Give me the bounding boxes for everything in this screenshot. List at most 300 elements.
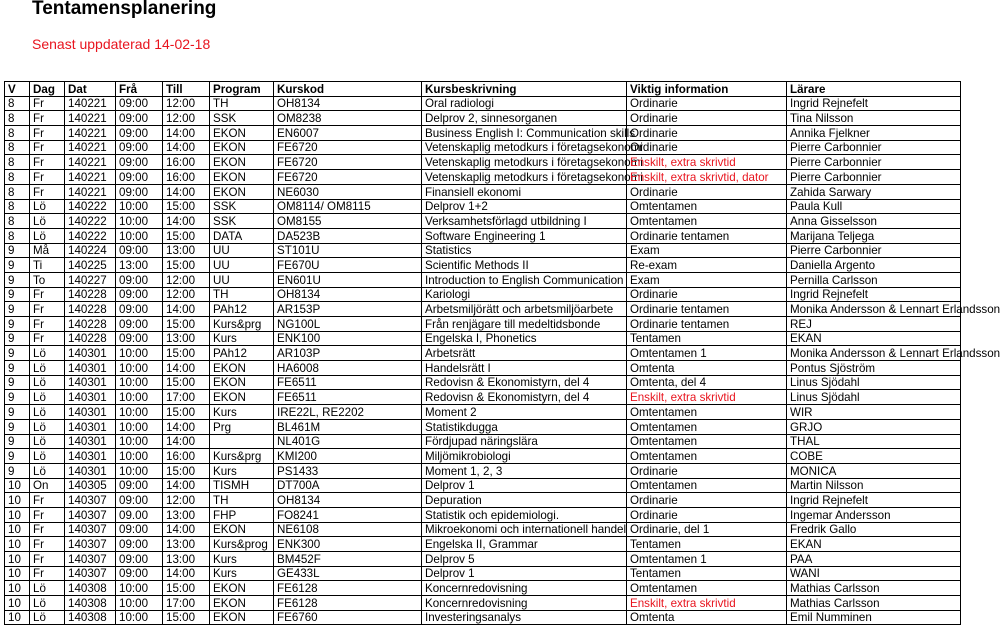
cell-from: 09:00 — [116, 331, 163, 346]
cell-teacher: Emil Numminen — [787, 610, 961, 625]
table-row — [5, 170, 961, 185]
cell-course-description: Delprov 2, sinnesorganen — [422, 111, 627, 126]
cell-from: 09:00 — [116, 126, 163, 141]
table-row — [5, 390, 961, 405]
cell-teacher: Paula Kull — [787, 199, 961, 214]
cell-to: 15:00 — [163, 581, 210, 596]
table-row — [5, 478, 961, 493]
cell-day: Lö — [30, 361, 65, 376]
cell-to: 15:00 — [163, 317, 210, 332]
cell-day: Fr — [30, 184, 65, 199]
column-header-to: Till — [163, 82, 210, 97]
cell-important-info: Enskilt, extra skrivtid — [627, 155, 787, 170]
cell-date: 140301 — [65, 390, 116, 405]
cell-to: 14:00 — [163, 184, 210, 199]
column-header-program: Program — [210, 82, 274, 97]
cell-week: 8 — [5, 140, 30, 155]
cell-program: EKON — [210, 610, 274, 625]
cell-week: 10 — [5, 581, 30, 596]
cell-program: EKON — [210, 126, 274, 141]
cell-program: TH — [210, 287, 274, 302]
cell-from: 10:00 — [116, 434, 163, 449]
cell-to: 16:00 — [163, 449, 210, 464]
cell-program: EKON — [210, 184, 274, 199]
cell-course-description: Moment 1, 2, 3 — [422, 463, 627, 478]
cell-day: Lö — [30, 463, 65, 478]
cell-course-description: Software Engineering 1 — [422, 228, 627, 243]
column-header-important-info: Viktig information — [627, 82, 787, 97]
cell-to: 13:00 — [163, 331, 210, 346]
table-row — [5, 228, 961, 243]
cell-from: 13:00 — [116, 258, 163, 273]
table-row — [5, 537, 961, 552]
cell-to: 15:00 — [163, 405, 210, 420]
cell-course-code: OM8238 — [274, 111, 422, 126]
cell-day: Fr — [30, 287, 65, 302]
table-row — [5, 361, 961, 376]
cell-program: EKON — [210, 170, 274, 185]
cell-day: Lö — [30, 434, 65, 449]
cell-course-code: FE6511 — [274, 390, 422, 405]
cell-date: 140225 — [65, 258, 116, 273]
cell-day: Fr — [30, 302, 65, 317]
cell-program: EKON — [210, 375, 274, 390]
cell-program: EKON — [210, 361, 274, 376]
cell-week: 8 — [5, 199, 30, 214]
cell-to: 13:00 — [163, 243, 210, 258]
cell-program: PAh12 — [210, 302, 274, 317]
cell-program: TISMH — [210, 478, 274, 493]
cell-important-info: Ordinarie, del 1 — [627, 522, 787, 537]
cell-teacher: THAL — [787, 434, 961, 449]
cell-program: Kurs&prog — [210, 537, 274, 552]
cell-date: 140228 — [65, 331, 116, 346]
cell-teacher: WIR — [787, 405, 961, 420]
cell-to: 14:00 — [163, 434, 210, 449]
cell-teacher: MONICA — [787, 463, 961, 478]
cell-day: Lö — [30, 214, 65, 229]
cell-from: 09:00 — [116, 302, 163, 317]
cell-week: 10 — [5, 552, 30, 567]
table-row — [5, 566, 961, 581]
cell-day: Fr — [30, 331, 65, 346]
cell-from: 10:00 — [116, 375, 163, 390]
column-header-week: V — [5, 82, 30, 97]
cell-program — [210, 434, 274, 449]
cell-course-description: Arbetsmiljörätt och arbetsmiljöarbete — [422, 302, 627, 317]
cell-course-description: Kariologi — [422, 287, 627, 302]
table-row — [5, 463, 961, 478]
cell-from: 09:00 — [116, 537, 163, 552]
cell-important-info: Ordinarie — [627, 184, 787, 199]
cell-course-code: NG100L — [274, 317, 422, 332]
cell-date: 140222 — [65, 199, 116, 214]
cell-course-code: FE6511 — [274, 375, 422, 390]
cell-day: Lö — [30, 419, 65, 434]
cell-week: 8 — [5, 228, 30, 243]
table-row — [5, 155, 961, 170]
cell-important-info: Ordinarie — [627, 126, 787, 141]
cell-from: 09:00 — [116, 155, 163, 170]
cell-teacher: Pierre Carbonnier — [787, 170, 961, 185]
cell-important-info: Omtenta — [627, 610, 787, 625]
cell-course-description: Redovisn & Ekonomistyrn, del 4 — [422, 375, 627, 390]
cell-program: UU — [210, 272, 274, 287]
cell-day: Fr — [30, 493, 65, 508]
cell-teacher: Monika Andersson & Lennart Erlandsson — [787, 302, 961, 317]
cell-week: 10 — [5, 566, 30, 581]
cell-to: 15:00 — [163, 375, 210, 390]
cell-course-code: FE6128 — [274, 596, 422, 611]
cell-program: SSK — [210, 214, 274, 229]
cell-to: 13:00 — [163, 537, 210, 552]
cell-from: 10:00 — [116, 581, 163, 596]
cell-course-description: Statistik och epidemiologi. — [422, 507, 627, 522]
cell-teacher: EKAN — [787, 331, 961, 346]
cell-course-code: OM8114/ OM8115 — [274, 199, 422, 214]
cell-important-info: Omtentamen — [627, 199, 787, 214]
cell-program: Kurs — [210, 566, 274, 581]
cell-from: 09:00 — [116, 317, 163, 332]
cell-from: 10:00 — [116, 361, 163, 376]
cell-course-code: BL461M — [274, 419, 422, 434]
cell-from: 09:00 — [116, 493, 163, 508]
cell-course-description: Engelska II, Grammar — [422, 537, 627, 552]
cell-important-info: Omtentamen — [627, 405, 787, 420]
cell-date: 140221 — [65, 111, 116, 126]
cell-course-code: EN601U — [274, 272, 422, 287]
cell-teacher: Monika Andersson & Lennart Erlandsson — [787, 346, 961, 361]
cell-date: 140308 — [65, 581, 116, 596]
cell-from: 09:00 — [116, 522, 163, 537]
column-header-teacher: Lärare — [787, 82, 961, 97]
cell-date: 140307 — [65, 537, 116, 552]
cell-course-description: Delprov 1 — [422, 566, 627, 581]
cell-program: Prg — [210, 419, 274, 434]
cell-date: 140301 — [65, 361, 116, 376]
cell-teacher: Ingrid Rejnefelt — [787, 96, 961, 111]
cell-week: 9 — [5, 434, 30, 449]
cell-course-code: FE6720 — [274, 170, 422, 185]
cell-week: 9 — [5, 243, 30, 258]
cell-teacher: Daniella Argento — [787, 258, 961, 273]
cell-important-info: Ordinarie — [627, 111, 787, 126]
cell-week: 9 — [5, 272, 30, 287]
cell-important-info: Enskilt, extra skrivtid — [627, 596, 787, 611]
cell-course-description: Finansiell ekonomi — [422, 184, 627, 199]
cell-important-info: Omtentamen — [627, 478, 787, 493]
cell-program: TH — [210, 96, 274, 111]
cell-important-info: Omtentamen — [627, 449, 787, 464]
cell-date: 140307 — [65, 507, 116, 522]
column-header-date: Dat — [65, 82, 116, 97]
column-header-course-description: Kursbeskrivning — [422, 82, 627, 97]
cell-date: 140221 — [65, 184, 116, 199]
cell-important-info: Enskilt, extra skrivtid — [627, 390, 787, 405]
cell-to: 15:00 — [163, 610, 210, 625]
cell-course-description: Engelska I, Phonetics — [422, 331, 627, 346]
cell-course-code: GE433L — [274, 566, 422, 581]
cell-teacher: PAA — [787, 552, 961, 567]
table-row — [5, 317, 961, 332]
cell-program: PAh12 — [210, 346, 274, 361]
cell-course-code: OM8155 — [274, 214, 422, 229]
cell-important-info: Omtentamen — [627, 419, 787, 434]
cell-day: Lö — [30, 581, 65, 596]
cell-week: 8 — [5, 214, 30, 229]
cell-day: Lö — [30, 346, 65, 361]
cell-date: 140308 — [65, 610, 116, 625]
cell-course-code: FE6720 — [274, 155, 422, 170]
cell-to: 14:00 — [163, 478, 210, 493]
table-row — [5, 199, 961, 214]
cell-week: 9 — [5, 463, 30, 478]
cell-program: Kurs — [210, 463, 274, 478]
cell-important-info: Omtenta — [627, 361, 787, 376]
cell-from: 10:00 — [116, 199, 163, 214]
cell-date: 140307 — [65, 522, 116, 537]
cell-important-info: Exam — [627, 272, 787, 287]
cell-teacher: Ingrid Rejnefelt — [787, 287, 961, 302]
cell-from: 10:00 — [116, 449, 163, 464]
cell-day: Ti — [30, 258, 65, 273]
table-body — [5, 96, 1000, 625]
cell-important-info: Omtentamen — [627, 581, 787, 596]
cell-important-info: Ordinarie — [627, 96, 787, 111]
cell-from: 09:00 — [116, 111, 163, 126]
cell-program: EKON — [210, 140, 274, 155]
cell-course-description: Koncernredovisning — [422, 596, 627, 611]
cell-course-description: Från renjägare till medeltidsbonde — [422, 317, 627, 332]
cell-teacher: WANI — [787, 566, 961, 581]
cell-course-code: ST101U — [274, 243, 422, 258]
table-row — [5, 434, 961, 449]
cell-course-code: EN6007 — [274, 126, 422, 141]
cell-course-code: FE6760 — [274, 610, 422, 625]
cell-week: 8 — [5, 96, 30, 111]
cell-week: 10 — [5, 537, 30, 552]
cell-date: 140308 — [65, 596, 116, 611]
table-row — [5, 375, 961, 390]
cell-teacher: EKAN — [787, 537, 961, 552]
cell-course-description: Vetenskaplig metodkurs i företagsekonomi — [422, 170, 627, 185]
cell-date: 140221 — [65, 126, 116, 141]
cell-important-info: Omtenta, del 4 — [627, 375, 787, 390]
cell-date: 140301 — [65, 449, 116, 464]
cell-course-description: Delprov 1 — [422, 478, 627, 493]
table-row — [5, 184, 961, 199]
cell-date: 140224 — [65, 243, 116, 258]
cell-course-code: AR153P — [274, 302, 422, 317]
cell-day: Lö — [30, 228, 65, 243]
cell-important-info: Ordinarie — [627, 463, 787, 478]
cell-date: 140301 — [65, 346, 116, 361]
cell-teacher: Linus Sjödahl — [787, 375, 961, 390]
cell-teacher: Pontus Sjöström — [787, 361, 961, 376]
cell-teacher: Marijana Teljega — [787, 228, 961, 243]
cell-to: 13:00 — [163, 507, 210, 522]
cell-important-info: Ordinarie tentamen — [627, 302, 787, 317]
cell-course-code: DA523B — [274, 228, 422, 243]
table-row — [5, 507, 961, 522]
cell-teacher: REJ — [787, 317, 961, 332]
table-row — [5, 449, 961, 464]
cell-week: 9 — [5, 331, 30, 346]
table-row — [5, 96, 961, 111]
cell-teacher: Anna Gisselsson — [787, 214, 961, 229]
table-row — [5, 552, 961, 567]
cell-from: 10:00 — [116, 390, 163, 405]
cell-to: 15:00 — [163, 199, 210, 214]
cell-teacher: Martin Nilsson — [787, 478, 961, 493]
cell-course-description: Oral radiologi — [422, 96, 627, 111]
cell-date: 140221 — [65, 155, 116, 170]
cell-important-info: Re-exam — [627, 258, 787, 273]
cell-day: Fr — [30, 317, 65, 332]
cell-course-description: Vetenskaplig metodkurs i företagsekonomi — [422, 155, 627, 170]
cell-week: 10 — [5, 507, 30, 522]
cell-teacher: GRJO — [787, 419, 961, 434]
cell-day: Fr — [30, 126, 65, 141]
column-header-from: Frå — [116, 82, 163, 97]
table-row — [5, 111, 961, 126]
cell-important-info: Enskilt, extra skrivtid, dator — [627, 170, 787, 185]
cell-important-info: Ordinarie tentamen — [627, 228, 787, 243]
cell-from: 09:00 — [116, 478, 163, 493]
table-row — [5, 258, 961, 273]
cell-from: 09.00 — [116, 507, 163, 522]
cell-from: 09:00 — [116, 170, 163, 185]
cell-day: Lö — [30, 596, 65, 611]
cell-to: 12:00 — [163, 96, 210, 111]
cell-course-code: IRE22L, RE2202 — [274, 405, 422, 420]
cell-week: 9 — [5, 258, 30, 273]
cell-from: 10:00 — [116, 463, 163, 478]
cell-day: Fr — [30, 111, 65, 126]
cell-program: Kurs&prg — [210, 317, 274, 332]
cell-to: 17:00 — [163, 596, 210, 611]
cell-course-description: Investeringsanalys — [422, 610, 627, 625]
cell-date: 140307 — [65, 493, 116, 508]
cell-teacher: Pierre Carbonnier — [787, 140, 961, 155]
cell-day: Fr — [30, 537, 65, 552]
cell-course-code: AR103P — [274, 346, 422, 361]
cell-course-description: Delprov 1+2 — [422, 199, 627, 214]
cell-from: 10:00 — [116, 610, 163, 625]
table-row — [5, 272, 961, 287]
cell-course-code: FO8241 — [274, 507, 422, 522]
cell-day: Lö — [30, 199, 65, 214]
cell-from: 10:00 — [116, 228, 163, 243]
cell-to: 17:00 — [163, 390, 210, 405]
cell-to: 15:00 — [163, 258, 210, 273]
cell-date: 140227 — [65, 272, 116, 287]
cell-course-description: Fördjupad näringslära — [422, 434, 627, 449]
cell-day: Må — [30, 243, 65, 258]
cell-teacher: Mathias Carlsson — [787, 581, 961, 596]
cell-day: Lö — [30, 405, 65, 420]
cell-day: Lö — [30, 449, 65, 464]
table-row — [5, 596, 961, 611]
cell-course-code: OH8134 — [274, 287, 422, 302]
cell-course-description: Statistikdugga — [422, 419, 627, 434]
cell-course-code: BM452F — [274, 552, 422, 567]
cell-to: 14:00 — [163, 214, 210, 229]
cell-to: 16:00 — [163, 155, 210, 170]
column-header-day: Dag — [30, 82, 65, 97]
cell-program: SSK — [210, 199, 274, 214]
cell-week: 10 — [5, 478, 30, 493]
cell-date: 140221 — [65, 96, 116, 111]
cell-day: To — [30, 272, 65, 287]
cell-week: 9 — [5, 287, 30, 302]
cell-course-description: Redovisn & Ekonomistyrn, del 4 — [422, 390, 627, 405]
cell-teacher: Mathias Carlsson — [787, 596, 961, 611]
cell-important-info: Omtentamen 1 — [627, 552, 787, 567]
cell-teacher: Fredrik Gallo — [787, 522, 961, 537]
cell-day: Fr — [30, 170, 65, 185]
column-header-course-code: Kurskod — [274, 82, 422, 97]
cell-course-description: Introduction to English Communication — [422, 272, 627, 287]
cell-to: 14:00 — [163, 302, 210, 317]
cell-from: 09:00 — [116, 243, 163, 258]
cell-week: 9 — [5, 346, 30, 361]
cell-week: 10 — [5, 522, 30, 537]
cell-week: 9 — [5, 390, 30, 405]
cell-program: UU — [210, 243, 274, 258]
cell-program: Kurs&prg — [210, 449, 274, 464]
table-row — [5, 346, 961, 361]
cell-day: Fr — [30, 566, 65, 581]
cell-to: 15:00 — [163, 228, 210, 243]
cell-course-code: DT700A — [274, 478, 422, 493]
cell-week: 8 — [5, 170, 30, 185]
cell-week: 9 — [5, 449, 30, 464]
cell-course-description: Depuration — [422, 493, 627, 508]
cell-important-info: Tentamen — [627, 537, 787, 552]
cell-to: 12:00 — [163, 493, 210, 508]
cell-date: 140228 — [65, 317, 116, 332]
page-title: Tentamensplanering — [32, 0, 217, 19]
cell-program: Kurs — [210, 552, 274, 567]
cell-program: Kurs — [210, 405, 274, 420]
cell-day: Lö — [30, 390, 65, 405]
cell-from: 10:00 — [116, 419, 163, 434]
table-row — [5, 126, 961, 141]
cell-day: Lö — [30, 375, 65, 390]
cell-from: 09:00 — [116, 287, 163, 302]
cell-week: 9 — [5, 419, 30, 434]
cell-week: 9 — [5, 302, 30, 317]
cell-date: 140301 — [65, 434, 116, 449]
cell-day: Fr — [30, 96, 65, 111]
cell-date: 140228 — [65, 302, 116, 317]
cell-week: 8 — [5, 155, 30, 170]
exam-schedule-table — [4, 81, 1000, 625]
table-row — [5, 302, 961, 317]
cell-to: 15:00 — [163, 346, 210, 361]
cell-teacher: COBE — [787, 449, 961, 464]
cell-to: 15:00 — [163, 463, 210, 478]
cell-date: 140301 — [65, 419, 116, 434]
cell-from: 09:00 — [116, 184, 163, 199]
cell-date: 140222 — [65, 228, 116, 243]
cell-week: 8 — [5, 184, 30, 199]
cell-day: Fr — [30, 552, 65, 567]
cell-course-description: Arbetsrätt — [422, 346, 627, 361]
cell-course-code: NE6108 — [274, 522, 422, 537]
cell-important-info: Ordinarie — [627, 493, 787, 508]
